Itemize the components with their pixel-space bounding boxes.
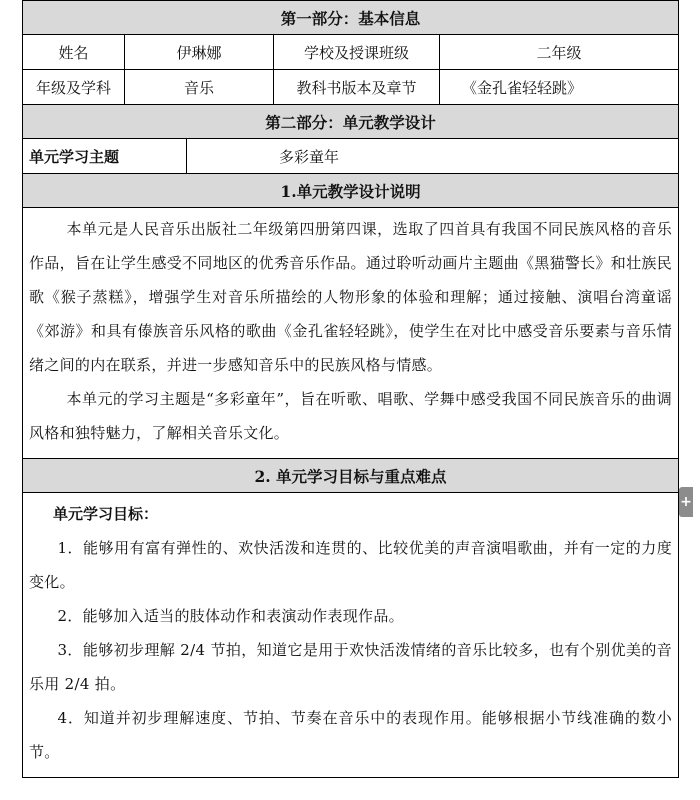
goal-item: 2．能够加入适当的肢体动作和表演动作表现作品。 <box>57 607 404 625</box>
section1-body <box>23 208 679 459</box>
part1-heading: 第一部分：基本信息 <box>23 1 679 35</box>
unit-theme-value: 多彩童年 <box>187 139 679 174</box>
part2-heading: 第二部分：单元教学设计 <box>23 105 679 139</box>
school-class-value: 二年级 <box>440 35 679 70</box>
goal-item: 3．能够初步理解 2/4 节拍，知道它是用于欢快活泼情绪的音乐比较多，也有个别优美的音乐用 2/4 拍。 <box>29 641 673 693</box>
section1-paragraph: 本单元是人民音乐出版社二年级第四册第四课，选取了四首具有我国不同民族风格的音乐作品，旨在让学生感受不同地区的优秀音乐作品。通过聆听动画片主题曲《黑猫警长》和壮族民歌《猴子蒸糕》，增强学生对音乐所描绘的人物形象的体验和理解；通过接触、演唱台湾童谣《郊游》和具有傣族音乐风格的歌曲《金孔雀轻轻跳》，使学生在对比中感受音乐要素与音乐情绪之间的内在联系，并进一步感知音乐中的民族风格与情感。 <box>29 220 673 374</box>
goals-title: 单元学习目标： <box>53 505 159 523</box>
grade-subject-label: 年级及学科 <box>23 70 125 105</box>
grade-subject-value: 音乐 <box>125 70 274 105</box>
school-class-label: 学校及授课班级 <box>274 35 440 70</box>
unit-theme-label: 单元学习主题 <box>23 139 187 174</box>
textbook-label: 教科书版本及章节 <box>274 70 440 105</box>
goal-item: 4．知道并初步理解速度、节拍、节奏在音乐中的表现作用。能够根据小节线准确的数小节。 <box>29 709 673 761</box>
lesson-plan-table <box>22 0 679 778</box>
section1-heading: 1.单元教学设计说明 <box>23 174 679 208</box>
name-label: 姓名 <box>23 35 125 70</box>
section2-body <box>23 493 679 778</box>
section2-heading: 2. 单元学习目标与重点难点 <box>23 459 679 493</box>
name-value: 伊琳娜 <box>125 35 274 70</box>
section1-paragraph: 本单元的学习主题是“多彩童年”，旨在听歌、唱歌、学舞中感受我国不同民族音乐的曲调风格和独特魅力，了解相关音乐文化。 <box>29 390 673 442</box>
textbook-value: 《金孔雀轻轻跳》 <box>440 70 679 105</box>
plus-icon[interactable]: + <box>679 487 693 517</box>
goal-item: 1．能够用有富有弹性的、欢快活泼和连贯的、比较优美的声音演唱歌曲，并有一定的力度变化。 <box>29 539 673 591</box>
